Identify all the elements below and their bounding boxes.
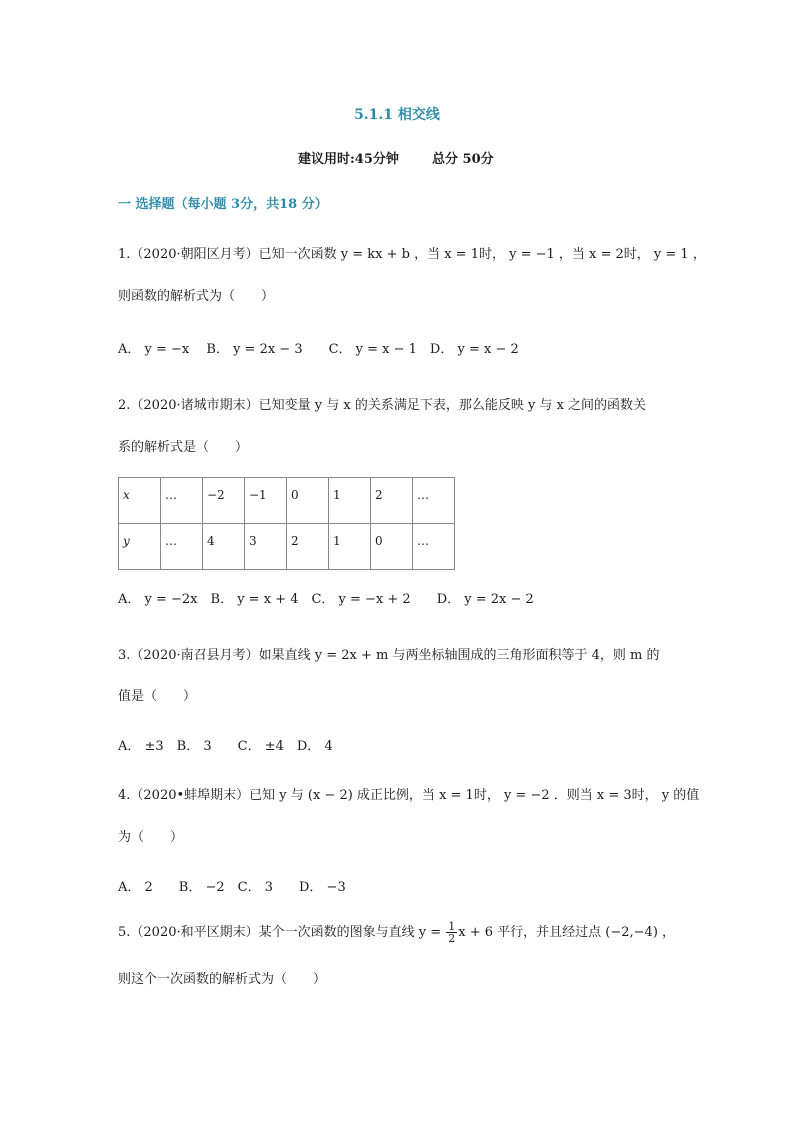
- question-4-options: A． 2 B． −2 C． 3 D． −3: [118, 880, 346, 895]
- table-cell: −1: [245, 478, 287, 524]
- suggested-time: 建议用时:45分钟: [298, 152, 399, 167]
- total-score: 总分 50分: [432, 152, 494, 167]
- question-2-stem: 2.（2020·诸城市期末）已知变量 y 与 x 的关系满足下表，那么能反映 y 与 x 之间的函数关: [118, 398, 647, 413]
- question-5-stem-pre: 5.（2020·和平区期末）某个一次函数的图象与直线 y =: [118, 925, 446, 940]
- question-5-stem-post: x + 6 平行，并且经过点 (−2,−4) ，: [458, 925, 676, 940]
- table-cell: 2: [371, 478, 413, 524]
- section-heading: 一 选择题（每小题 3分，共18 分）: [118, 197, 328, 212]
- table-cell: 3: [245, 524, 287, 570]
- fraction-denominator: 2: [448, 932, 456, 945]
- table-row-y: [119, 524, 455, 570]
- question-5-stem: [118, 921, 675, 944]
- question-3-stem-cont: 值是（ ）: [118, 689, 197, 704]
- question-3-stem: 3.（2020·南召县月考）如果直线 y = 2x + m 与两坐标轴围成的三角形面积等于 4，则 m 的: [118, 648, 660, 663]
- question-1-options: A． y = −x B． y = 2x − 3 C． y = x − 1 D． y = x − 2: [118, 342, 519, 357]
- table-cell: 0: [371, 524, 413, 570]
- table-cell: 4: [203, 524, 245, 570]
- question-4-stem-cont: 为（ ）: [118, 830, 184, 845]
- fraction: [446, 921, 457, 944]
- question-5-stem-cont: 则这个一次函数的解析式为（ ）: [118, 972, 327, 987]
- question-2-stem-cont: 系的解析式是（ ）: [118, 440, 249, 455]
- question-4-stem: 4.（2020•蚌埠期末）已知 y 与 (x − 2) 成正比例，当 x = 1时， y = −2 ．则当 x = 3时， y 的值: [118, 788, 700, 803]
- table-cell: …: [161, 524, 203, 570]
- table-cell: y: [119, 524, 161, 570]
- value-table: [118, 477, 455, 570]
- table-cell: −2: [203, 478, 245, 524]
- question-1-stem: 1.（2020·朝阳区月考）已知一次函数 y = kx + b ，当 x = 1时， y = −1 ，当 x = 2时， y = 1 ，: [118, 247, 706, 262]
- table-cell: …: [413, 478, 455, 524]
- fraction-numerator: 1: [448, 920, 456, 933]
- table-cell: x: [119, 478, 161, 524]
- table-cell: 1: [329, 524, 371, 570]
- question-2-options: A． y = −2x B． y = x + 4 C． y = −x + 2 D． y = 2x − 2: [118, 592, 534, 607]
- table-cell: 1: [329, 478, 371, 524]
- table-cell: …: [413, 524, 455, 570]
- table-cell: 0: [287, 478, 329, 524]
- question-3-options: A． ±3 B． 3 C． ±4 D． 4: [118, 739, 333, 754]
- page-title: 5.1.1 相交线: [354, 107, 440, 123]
- question-1-stem-cont: 则函数的解析式为（ ）: [118, 289, 275, 304]
- table-cell: …: [161, 478, 203, 524]
- table-cell: 2: [287, 524, 329, 570]
- table-row-x: [119, 478, 455, 524]
